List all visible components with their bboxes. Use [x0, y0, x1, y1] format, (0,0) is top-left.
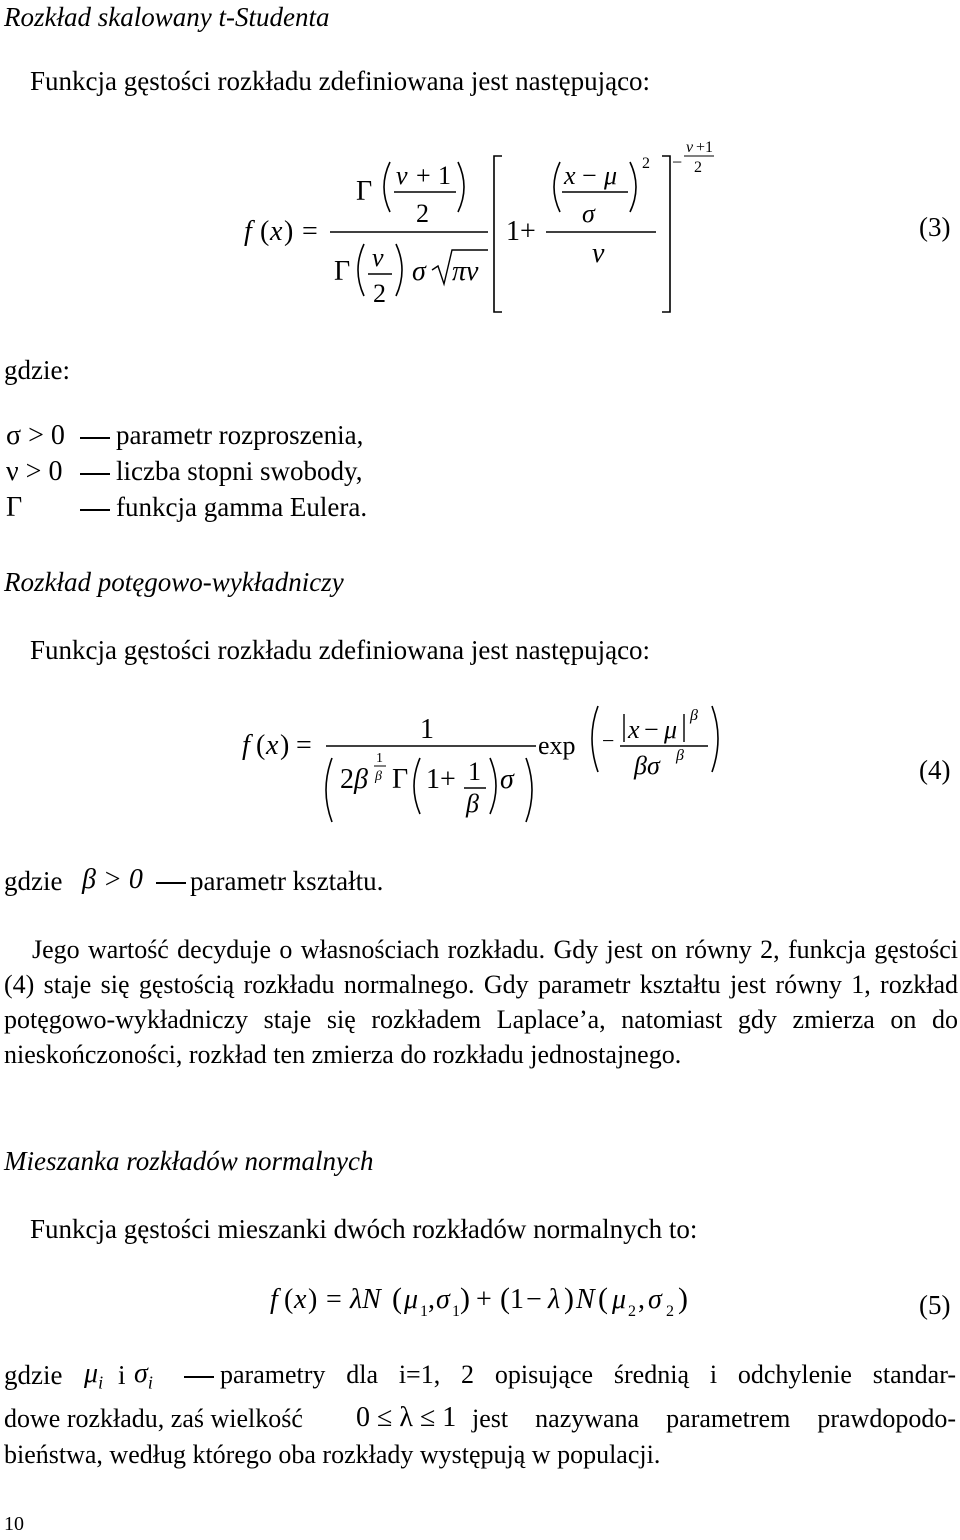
- param-desc-gamma: funkcja gamma Eulera.: [116, 492, 368, 522]
- svg-text:β: β: [690, 707, 698, 724]
- where-word: gdzie: [4, 1360, 63, 1390]
- svg-text:1: 1: [468, 757, 481, 786]
- section-intro-normal-mixture: Funkcja gęstości mieszanki dwóch rozkładów normalnych to:: [30, 1214, 698, 1244]
- svg-text:Γ: Γ: [334, 256, 351, 287]
- and-word: i: [118, 1360, 126, 1390]
- dash: [156, 882, 186, 884]
- svg-text:): ): [280, 730, 290, 761]
- svg-text:): ): [564, 1282, 574, 1315]
- svg-text:=: =: [326, 1284, 342, 1315]
- svg-text:(: (: [256, 730, 266, 761]
- svg-text:1: 1: [376, 751, 383, 766]
- svg-text:): ): [678, 1282, 688, 1315]
- svg-text:2: 2: [416, 199, 429, 228]
- svg-text:ν: ν: [396, 161, 408, 190]
- svg-text:−: −: [644, 715, 659, 744]
- sigma-subscript: i: [147, 1372, 153, 1393]
- where-label: gdzie:: [4, 355, 70, 385]
- svg-text:x: x: [270, 216, 283, 247]
- page-number: 10: [4, 1513, 24, 1535]
- svg-text:2: 2: [694, 159, 702, 176]
- svg-text:1: 1: [506, 216, 520, 247]
- para-line-1: parametry dla i=1, 2 opisujące średnią i odchylenie standar-: [220, 1360, 956, 1389]
- svg-text:x: x: [294, 1284, 307, 1315]
- equation-5: [262, 1276, 722, 1326]
- svg-text:Γ: Γ: [356, 176, 373, 207]
- mu-subscript: i: [98, 1372, 104, 1393]
- para-line-2-post: jest nazywana parametrem prawdopodo-: [472, 1404, 956, 1433]
- svg-text:1: 1: [510, 1284, 524, 1315]
- param-desc-sigma: parametr rozproszenia,: [116, 420, 364, 450]
- svg-text:N: N: [576, 1284, 595, 1315]
- svg-text:exp: exp: [538, 731, 576, 760]
- svg-text:2: 2: [666, 1303, 674, 1320]
- svg-text:,: ,: [428, 1284, 435, 1315]
- svg-text:λN: λN: [350, 1284, 381, 1315]
- svg-text:β: β: [375, 769, 382, 784]
- svg-text:2: 2: [642, 155, 650, 172]
- svg-text:1: 1: [420, 1303, 428, 1320]
- svg-text:1: 1: [438, 161, 451, 190]
- section-heading-t-student: Rozkład skalowany t-Studenta: [4, 2, 330, 32]
- svg-text:ν: ν: [686, 139, 694, 156]
- svg-text:λ: λ: [548, 1284, 561, 1315]
- svg-text:x: x: [564, 161, 576, 190]
- paragraph-shape-parameter: Jego wartość decyduje o własnościach rozkładu. Gdy jest on równy 2, funkcja gęstości (4) staje się gęstością rozkładu normalnego. Gdy parametr kształtu jest równy 1, rozkład potęgowo-wykładniczy staje się rozkładem Laplace’a, natomiast gdy zmierza on do nieskończoności, rozkład ten zmierza do rozkładu jednostajnego.: [4, 935, 958, 1069]
- dash: [184, 1376, 214, 1378]
- svg-text:μ: μ: [404, 1284, 419, 1315]
- svg-text:2: 2: [373, 279, 386, 308]
- where-word: gdzie: [4, 866, 63, 896]
- svg-text:=: =: [302, 216, 318, 247]
- param-desc-nu: liczba stopni swobody,: [116, 456, 363, 486]
- param-symbol-sigma: σ > 0: [6, 420, 65, 451]
- dash: [80, 473, 110, 475]
- svg-text:x: x: [628, 715, 640, 744]
- svg-text:+: +: [416, 161, 431, 190]
- section-intro-t-student: Funkcja gęstości rozkładu zdefiniowana jest następująco:: [30, 66, 651, 96]
- svg-text:μ: μ: [664, 715, 678, 744]
- svg-text:=: =: [296, 730, 312, 761]
- svg-text:1: 1: [420, 714, 434, 745]
- svg-text:πν: πν: [452, 256, 479, 287]
- svg-text:f: f: [244, 216, 252, 247]
- section-intro-power-exponential: Funkcja gęstości rozkładu zdefiniowana jest następująco:: [30, 635, 651, 665]
- svg-text:ν: ν: [592, 238, 605, 269]
- svg-text:βσ: βσ: [634, 751, 660, 780]
- svg-text:β: β: [466, 789, 479, 818]
- svg-text:+: +: [476, 1284, 492, 1315]
- svg-text:2: 2: [340, 764, 354, 795]
- svg-text:1+: 1+: [426, 764, 456, 795]
- mu-symbol: μ: [84, 1358, 99, 1389]
- equation-3: [230, 132, 750, 322]
- svg-text:+1: +1: [696, 139, 714, 156]
- svg-text:(: (: [260, 216, 270, 247]
- section-heading-normal-mixture: Mieszanka rozkładów normalnych: [4, 1146, 374, 1176]
- svg-text:,: ,: [638, 1284, 645, 1315]
- svg-text:−: −: [582, 161, 597, 190]
- svg-text:ν: ν: [372, 243, 384, 272]
- svg-text:(: (: [392, 1282, 402, 1315]
- svg-text:x: x: [266, 730, 279, 761]
- svg-text:σ: σ: [412, 256, 426, 287]
- param-symbol-gamma: Γ: [6, 492, 23, 523]
- svg-text:): ): [308, 1284, 318, 1315]
- svg-text:): ): [284, 216, 294, 247]
- svg-text:(: (: [598, 1282, 608, 1315]
- svg-text:−: −: [602, 728, 615, 753]
- svg-text:2: 2: [628, 1303, 636, 1320]
- param-symbol-beta: β > 0: [82, 864, 143, 895]
- svg-text:(: (: [284, 1284, 294, 1315]
- svg-text:σ: σ: [500, 764, 514, 795]
- param-sigma: [134, 1358, 153, 1394]
- svg-text:μ: μ: [604, 161, 618, 190]
- svg-text:f: f: [270, 1284, 278, 1315]
- svg-text:(: (: [500, 1282, 510, 1315]
- dash: [80, 509, 110, 511]
- svg-text:σ: σ: [436, 1284, 450, 1315]
- equation-number-4: (4): [919, 755, 951, 785]
- dash: [80, 437, 110, 439]
- svg-text:): ): [460, 1282, 470, 1315]
- section-heading-power-exponential: Rozkład potęgowo-wykładniczy: [4, 567, 344, 597]
- svg-text:β: β: [676, 747, 684, 764]
- svg-text:−: −: [526, 1284, 542, 1315]
- sigma-symbol: σ: [134, 1358, 148, 1389]
- equation-number-5: (5): [919, 1290, 951, 1320]
- param-mu: [84, 1358, 103, 1394]
- svg-text:−: −: [672, 152, 683, 172]
- svg-text:σ: σ: [582, 199, 595, 228]
- svg-text:β: β: [354, 764, 368, 795]
- equation-4: [236, 700, 736, 830]
- svg-text:+: +: [520, 216, 536, 247]
- param-symbol-nu: ν > 0: [6, 456, 63, 487]
- svg-text:Γ: Γ: [392, 764, 409, 795]
- param-desc-beta: parametr kształtu.: [190, 866, 384, 896]
- lambda-range: 0 ≤ λ ≤ 1: [356, 1402, 457, 1433]
- para-line-2-pre: dowe rozkładu, zaś wielkość: [4, 1404, 303, 1433]
- svg-text:μ: μ: [612, 1284, 627, 1315]
- svg-text:1: 1: [452, 1303, 460, 1320]
- equation-number-3: (3): [919, 212, 951, 242]
- svg-text:σ: σ: [648, 1284, 662, 1315]
- para-line-3: bieństwa, według którego oba rozkłady występują w populacji.: [4, 1440, 661, 1469]
- svg-text:f: f: [242, 730, 250, 761]
